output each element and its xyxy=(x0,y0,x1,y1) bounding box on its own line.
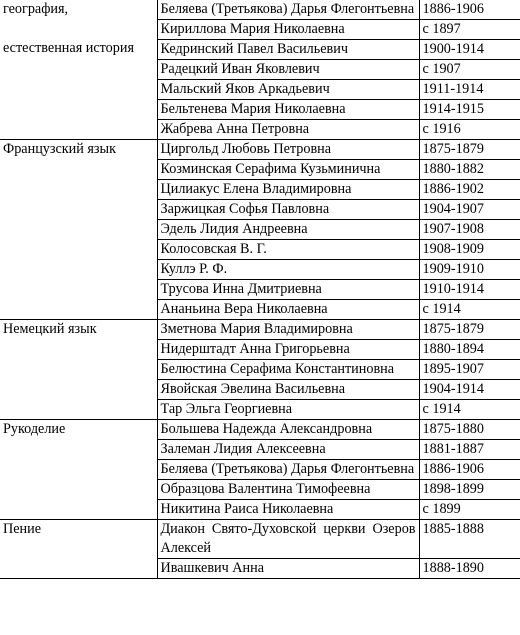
years-cell: 1909-1910 xyxy=(419,260,520,280)
teacher-name-cell: Циргольд Любовь Петровна xyxy=(157,140,419,160)
years-cell: 1880-1882 xyxy=(419,160,520,180)
teacher-name-cell: Мальский Яков Аркадьевич xyxy=(157,80,419,100)
teacher-name-cell: Беляева (Третьякова) Дарья Флегонтьевна xyxy=(157,0,419,20)
subject-cell xyxy=(0,320,157,420)
teacher-name-cell: Радецкий Иван Яковлевич xyxy=(157,60,419,80)
years-cell: с 1899 xyxy=(419,500,520,520)
years-cell: 1904-1907 xyxy=(419,200,520,220)
subject-label: Французский язык xyxy=(3,141,116,157)
table-row xyxy=(0,320,520,340)
teacher-name-cell: Колосовская В. Г. xyxy=(157,240,419,260)
subject-cell xyxy=(0,140,157,320)
years-cell: 1888-1890 xyxy=(419,559,520,579)
table-row xyxy=(0,520,520,559)
years-cell: 1886-1906 xyxy=(419,460,520,480)
teacher-name-cell: Бельтенева Мария Николаевна xyxy=(157,100,419,120)
teacher-name-cell: Кириллова Мария Николаевна xyxy=(157,20,419,40)
years-cell: с 1916 xyxy=(419,120,520,140)
subject-cell xyxy=(0,0,157,140)
subject-label: Рукоделие xyxy=(3,421,66,437)
years-cell: с 1907 xyxy=(419,60,520,80)
teacher-name-cell: Белюстина Серафима Константиновна xyxy=(157,360,419,380)
subject-cell xyxy=(0,420,157,520)
table-row xyxy=(0,140,520,160)
subject-gap xyxy=(3,19,154,39)
years-cell: 1908-1909 xyxy=(419,240,520,260)
teacher-name-cell: Явойская Эвелина Васильевна xyxy=(157,380,419,400)
table-row xyxy=(0,420,520,440)
teacher-name-cell: Кедринский Павел Васильевич xyxy=(157,40,419,60)
subject-cell xyxy=(0,520,157,579)
years-cell: 1886-1906 xyxy=(419,0,520,20)
teacher-name-cell: Трусова Инна Дмитриевна xyxy=(157,280,419,300)
subject-label: Пение xyxy=(3,521,42,537)
teacher-name-cell: Беляева (Третьякова) Дарья Флегонтьевна xyxy=(157,460,419,480)
teacher-name-cell: Эдель Лидия Андреевна xyxy=(157,220,419,240)
teacher-name-cell: Цилиакус Елена Владимировна xyxy=(157,180,419,200)
years-cell: с 1914 xyxy=(419,300,520,320)
years-cell: 1904-1914 xyxy=(419,380,520,400)
teacher-name-cell: Никитина Раиса Николаевна xyxy=(157,500,419,520)
years-cell: с 1914 xyxy=(419,400,520,420)
teacher-name-cell: Ананьина Вера Николаевна xyxy=(157,300,419,320)
years-cell: 1875-1880 xyxy=(419,420,520,440)
years-cell: 1898-1899 xyxy=(419,480,520,500)
subject-label: география, xyxy=(3,1,69,17)
teacher-name-cell: Зметнова Мария Владимировна xyxy=(157,320,419,340)
years-cell: 1881-1887 xyxy=(419,440,520,460)
years-cell: 1875-1879 xyxy=(419,320,520,340)
teacher-name-cell: Жабрева Анна Петровна xyxy=(157,120,419,140)
years-cell: 1914-1915 xyxy=(419,100,520,120)
years-cell: 1900-1914 xyxy=(419,40,520,60)
teacher-name-cell: Нидерштадт Анна Григорьевна xyxy=(157,340,419,360)
years-cell: 1910-1914 xyxy=(419,280,520,300)
teacher-name-cell: Заржицкая Софья Павловна xyxy=(157,200,419,220)
teacher-name-cell: Куллэ Р. Ф. xyxy=(157,260,419,280)
years-cell: 1895-1907 xyxy=(419,360,520,380)
years-cell: с 1897 xyxy=(419,20,520,40)
teacher-name-cell: Козминская Серафима Кузьминична xyxy=(157,160,419,180)
years-cell: 1885-1888 xyxy=(419,520,520,559)
teacher-name-cell: Большева Надежда Александровна xyxy=(157,420,419,440)
teacher-name-cell: Ивашкевич Анна xyxy=(157,559,419,579)
table-row xyxy=(0,0,520,20)
teacher-name-cell: Залеман Лидия Алексеевна xyxy=(157,440,419,460)
years-cell: 1886-1902 xyxy=(419,180,520,200)
subject-label: Немецкий язык xyxy=(3,321,97,337)
teacher-name-cell: Диакон Свято-Духовской церкви Озеров Алексей xyxy=(157,520,419,559)
years-cell: 1875-1879 xyxy=(419,140,520,160)
years-cell: 1880-1894 xyxy=(419,340,520,360)
teacher-name-cell: Образцова Валентина Тимофеевна xyxy=(157,480,419,500)
years-cell: 1911-1914 xyxy=(419,80,520,100)
years-cell: 1907-1908 xyxy=(419,220,520,240)
teacher-name-cell: Тар Эльга Георгиевна xyxy=(157,400,419,420)
subject-label: естественная история xyxy=(3,40,134,56)
